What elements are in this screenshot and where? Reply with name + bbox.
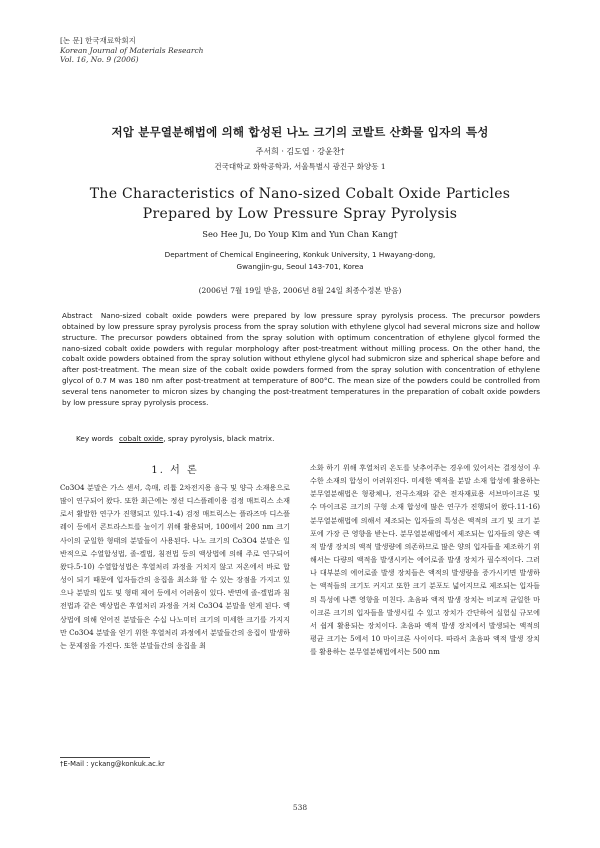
section-heading-introduction: 1. 서 론: [151, 465, 199, 476]
received-dates: (2006년 7월 19일 받음, 2006년 8월 24일 최종수정본 받음): [198, 286, 402, 295]
keywords-rest: , spray pyrolysis, black matrix.: [163, 434, 275, 443]
journal-line-ko: [논 문] 한국재료학회지: [60, 36, 136, 45]
title-english-line2: Prepared by Low Pressure Spray Pyrolysis: [142, 206, 458, 222]
page-number: 538: [292, 803, 308, 812]
abstract-label: Abstract: [62, 311, 93, 320]
abstract: [62, 311, 540, 409]
affiliation-korean: 건국대학교 화학공학과, 서울특별시 광진구 화양동 1: [214, 162, 386, 171]
body-right-column: 소화 하기 위해 후열처리 온도를 낮추어주는 경우에 있어서는 결정성이 우수한 소재의 합성이 어려워진다. 미세한 액적을 분말 소재 합성에 활용하는 분무열분해법은 형광체나, 전극소재와 같은 전자재료용 서브마이크론 및 수 마이크론 크기의 구형 소재 합성에 많은 연구가 진행되어 왔다.11-16) 분무열분해법에 의해서 제조되는 입자들의 특성은 액적의 크기 및 크기 분포에 가장 큰 영향을 받는다. 분무열분해법에서 제조되는 입자들의 양은 액적 발생 장치의 액적 발생량에 의존하므로 많은 양의 입자들을 제조하기 위해서는 다량의 액적을 발생시키는 에어로졸 발생 장치가 필수적이다. 그러나 대부분의 에어로졸 발생 장치들은 액적의 발생량을 증가시키면 발생하는 액적들의 크기도 커지고 또한 크기 분포도 넓어지므로 제조되는 입자들의 특성에 나쁜 영향을 미친다. 초음파 액적 발생 장치는 비교적 균일한 마이크론 크기의 입자들을 발생시킬 수 있고 장치가 간단하여 실험실 규모에서 쉽게 활용되는 장치이다. 초음파 액적 발생 장치에서 발생되는 액적의 평균 크기는 5에서 10 마이크론 사이이다. 따라서 초음파 액적 발생 장치를 활용하는 분무열분해법에서는 500 nm: [310, 463, 540, 657]
title-korean: 저압 분무열분해법에 의해 합성된 나노 크기의 코발트 산화물 입자의 특성: [111, 125, 489, 139]
affiliation-english-line1: Department of Chemical Engineering, Konkuk University, 1 Hwayang-dong,: [164, 250, 436, 259]
authors-korean: 주서희 · 김도엽 · 강윤찬†: [255, 147, 345, 156]
authors-english: Seo Hee Ju, Do Youp Kim and Yun Chan Kang†: [202, 229, 398, 239]
journal-header: [60, 36, 203, 65]
title-english-line1: The Characteristics of Nano-sized Cobalt Oxide Particles: [89, 186, 511, 202]
affiliation-english-line2: Gwangjin-gu, Seoul 143-701, Korea: [236, 262, 364, 271]
journal-volume: Vol. 16, No. 9 (2006): [60, 55, 139, 64]
abstract-text: Nano-sized cobalt oxide powders were prepared by low pressure spray pyrolysis process. The precursor powders obtained by low pressure spray pyrolysis process from the spray solution with ethylene glycol had several microns size and hollow structure. The precursor powders obtained from the spray solution with optimum concentration of ethylene glycol formed the nano-sized cobalt oxide powders with regular morphology after post-treatment without milling process. On the other hand, the cobalt oxide powders obtained from the spray solution without ethylene glycol had submicron size and spherical shape before and after post-treatment. The mean size of the cobalt oxide powders formed from the spray solution with concentration of ethylene glycol of 0.7 M was 180 nm after post-treatment at temperature of 800°C. The mean size of the powders could be controlled from several tens nanometer to micron sizes by changing the post-treatment temperatures in the preparation of cobalt oxide powders by low pressure spray pyrolysis process.: [62, 311, 540, 407]
body-left-column: Co3O4 분말은 가스 센서, 촉매, 리튬 2차전지용 음극 및 양극 소재용으로 많이 연구되어 왔다. 또한 최근에는 정션 디스플레이용 검정 매트릭스 소재로서 활발한 연구가 진행되고 있다.1-4) 검정 매트릭스는 플라즈마 디스플레이 등에서 콘트라스트를 높이기 위해 활용되며, 100에서 200 nm 크기 사이의 균일한 형태의 분말들이 사용된다. 나노 크기의 Co3O4 분말은 일반적으로 수열합성법, 졸-겔법, 침전법 등의 액상법에 의해 주로 연구되어 왔다.5-10) 수열합성법은 후열처리 과정을 거치지 않고 저온에서 바로 합성이 되기 때문에 입자들간의 응집을 최소화 할 수 있는 장점을 가지고 있으나 분말의 입도 및 형태 제어 등에서 어려움이 있다. 반면에 졸-겔법과 침전법과 같은 액상법은 후열처리 과정을 거쳐 Co3O4 분말을 얻게 된다. 액상법에 의해 얻어진 분말들은 수십 나노미터 크기의 미세한 크기를 가지지만 Co3O4 분말을 얻기 위한 후열처리 과정에서 분말들간의 응집이 발생하는 문제점을 가진다. 또한 분말들간의 응집을 최: [60, 483, 290, 650]
affiliation-english: [60, 249, 540, 273]
title-english: [60, 184, 540, 224]
keywords: [76, 434, 274, 443]
keyword-cobalt-oxide: cobalt oxide: [119, 434, 164, 443]
keywords-label: Key words: [76, 434, 114, 443]
journal-line-en: Korean Journal of Materials Research: [60, 45, 204, 55]
footnote-divider: [60, 757, 150, 758]
footnote-email: †E-Mail : yckang@konkuk.ac.kr: [60, 760, 165, 768]
